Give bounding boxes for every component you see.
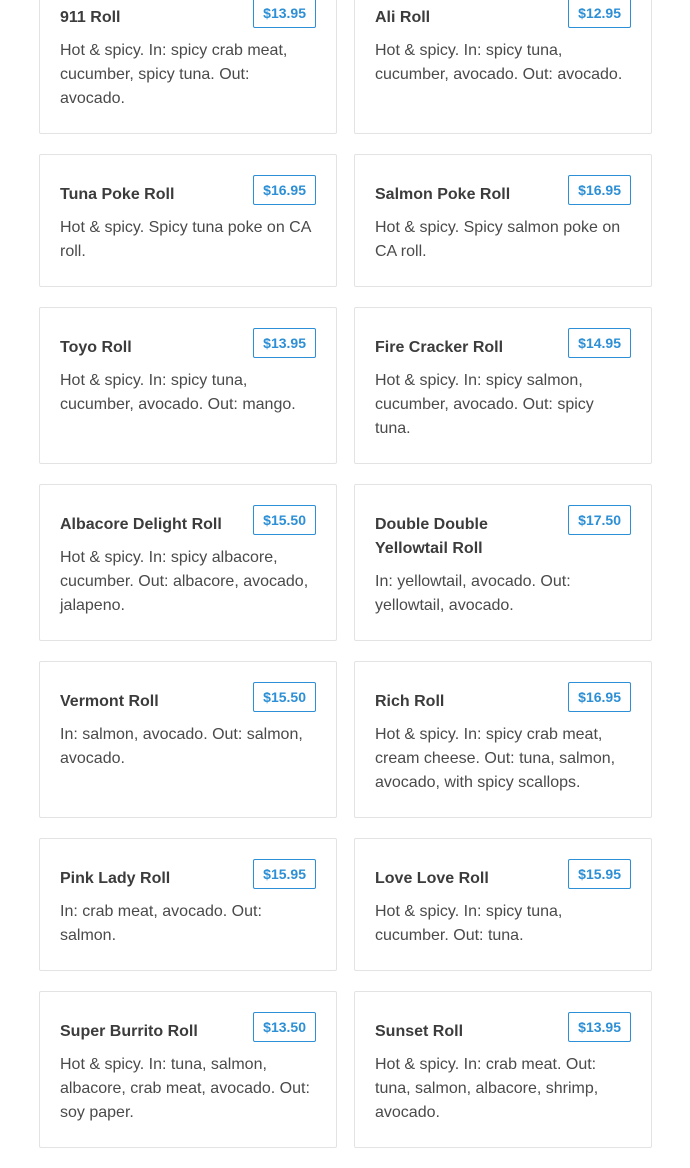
menu-item-title: Rich Roll [375,693,445,710]
menu-item-price-badge: $13.50 [253,1012,316,1042]
menu-row [39,991,652,1148]
menu-item-card[interactable] [39,154,337,287]
menu-item-price-badge: $16.95 [568,175,631,205]
menu-item-price-badge: $16.95 [568,682,631,712]
menu-item-price-badge: $15.95 [568,859,631,889]
menu-row [39,307,652,464]
menu-item-header [375,859,631,891]
menu-item-card[interactable] [39,838,337,971]
menu-item-header [375,0,631,30]
menu-item-card[interactable] [39,307,337,464]
menu-item-header [60,505,316,537]
menu-item-title: Fire Cracker Roll [375,339,504,356]
menu-item-price-badge: $15.95 [253,859,316,889]
menu-item-price-badge: $13.95 [568,1012,631,1042]
menu-item-header [60,859,316,891]
menu-item-card[interactable] [39,661,337,818]
menu-item-card[interactable] [354,154,652,287]
menu-item-title: Vermont Roll [60,693,159,710]
menu-item-card[interactable] [39,991,337,1148]
menu-item-description: In: crab meat, avocado. Out: salmon. [60,903,262,944]
menu-item-card[interactable] [354,484,652,641]
menu-item-header [375,505,631,561]
menu-item-header [60,175,316,207]
menu-item-description: Hot & spicy. Spicy tuna poke on CA roll. [60,219,311,260]
menu-item-title: 911 Roll [60,9,121,26]
menu-item-header [60,682,316,714]
menu-item-price-badge: $16.95 [253,175,316,205]
menu-item-description: Hot & spicy. Spicy salmon poke on CA roll. [375,219,621,260]
menu-item-description: Hot & spicy. In: spicy crab meat, cucumber, spicy tuna. Out: avocado. [60,42,288,107]
menu-item-description: Hot & spicy. In: spicy tuna, cucumber, avocado. Out: avocado. [375,42,623,83]
menu-item-description: Hot & spicy. In: tuna, salmon, albacore, crab meat, avocado. Out: soy paper. [60,1056,310,1121]
menu-item-header [375,175,631,207]
menu-item-card[interactable] [354,0,652,134]
menu-item-card[interactable] [354,661,652,818]
menu-grid [39,0,652,1168]
menu-item-price-badge: $13.95 [253,328,316,358]
menu-item-price-badge: $13.95 [253,0,316,28]
menu-item-title: Pink Lady Roll [60,870,171,887]
menu-item-description: In: yellowtail, avocado. Out: yellowtail, avocado. [375,573,571,614]
menu-item-card[interactable] [354,307,652,464]
menu-item-card[interactable] [39,0,337,134]
menu-row [39,484,652,641]
menu-item-price-badge: $15.50 [253,505,316,535]
menu-item-description: Hot & spicy. In: spicy tuna, cucumber. Out: tuna. [375,903,563,944]
menu-row [39,0,652,134]
menu-row [39,838,652,971]
menu-item-title: Salmon Poke Roll [375,186,511,203]
menu-item-price-badge: $14.95 [568,328,631,358]
menu-item-title: Toyo Roll [60,339,132,356]
menu-item-title: Albacore Delight Roll [60,516,222,533]
menu-item-title: Sunset Roll [375,1023,464,1040]
menu-item-header [60,328,316,360]
menu-item-title: Super Burrito Roll [60,1023,198,1040]
menu-item-description: In: salmon, avocado. Out: salmon, avocado. [60,726,303,767]
menu-item-title: Tuna Poke Roll [60,186,175,203]
menu-item-card[interactable] [354,991,652,1148]
menu-item-title: Double Double Yellowtail Roll [375,516,488,557]
menu-item-price-badge: $17.50 [568,505,631,535]
menu-item-description: Hot & spicy. In: spicy tuna, cucumber, avocado. Out: mango. [60,372,296,413]
menu-item-description: Hot & spicy. In: spicy albacore, cucumber. Out: albacore, avocado, jalapeno. [60,549,309,614]
menu-item-header [375,682,631,714]
menu-item-header [60,0,316,30]
menu-item-header [60,1012,316,1044]
menu-item-header [375,328,631,360]
menu-item-header [375,1012,631,1044]
menu-item-description: Hot & spicy. In: spicy crab meat, cream cheese. Out: tuna, salmon, avocado, with spicy scallops. [375,726,616,791]
menu-item-price-badge: $12.95 [568,0,631,28]
menu-item-price-badge: $15.50 [253,682,316,712]
menu-item-card[interactable] [354,838,652,971]
menu-item-title: Ali Roll [375,9,431,26]
menu-item-title: Love Love Roll [375,870,489,887]
menu-row [39,661,652,818]
menu-row [39,154,652,287]
menu-item-description: Hot & spicy. In: crab meat. Out: tuna, salmon, albacore, shrimp, avocado. [375,1056,599,1121]
menu-item-card[interactable] [39,484,337,641]
menu-item-description: Hot & spicy. In: spicy salmon, cucumber, avocado. Out: spicy tuna. [375,372,594,437]
